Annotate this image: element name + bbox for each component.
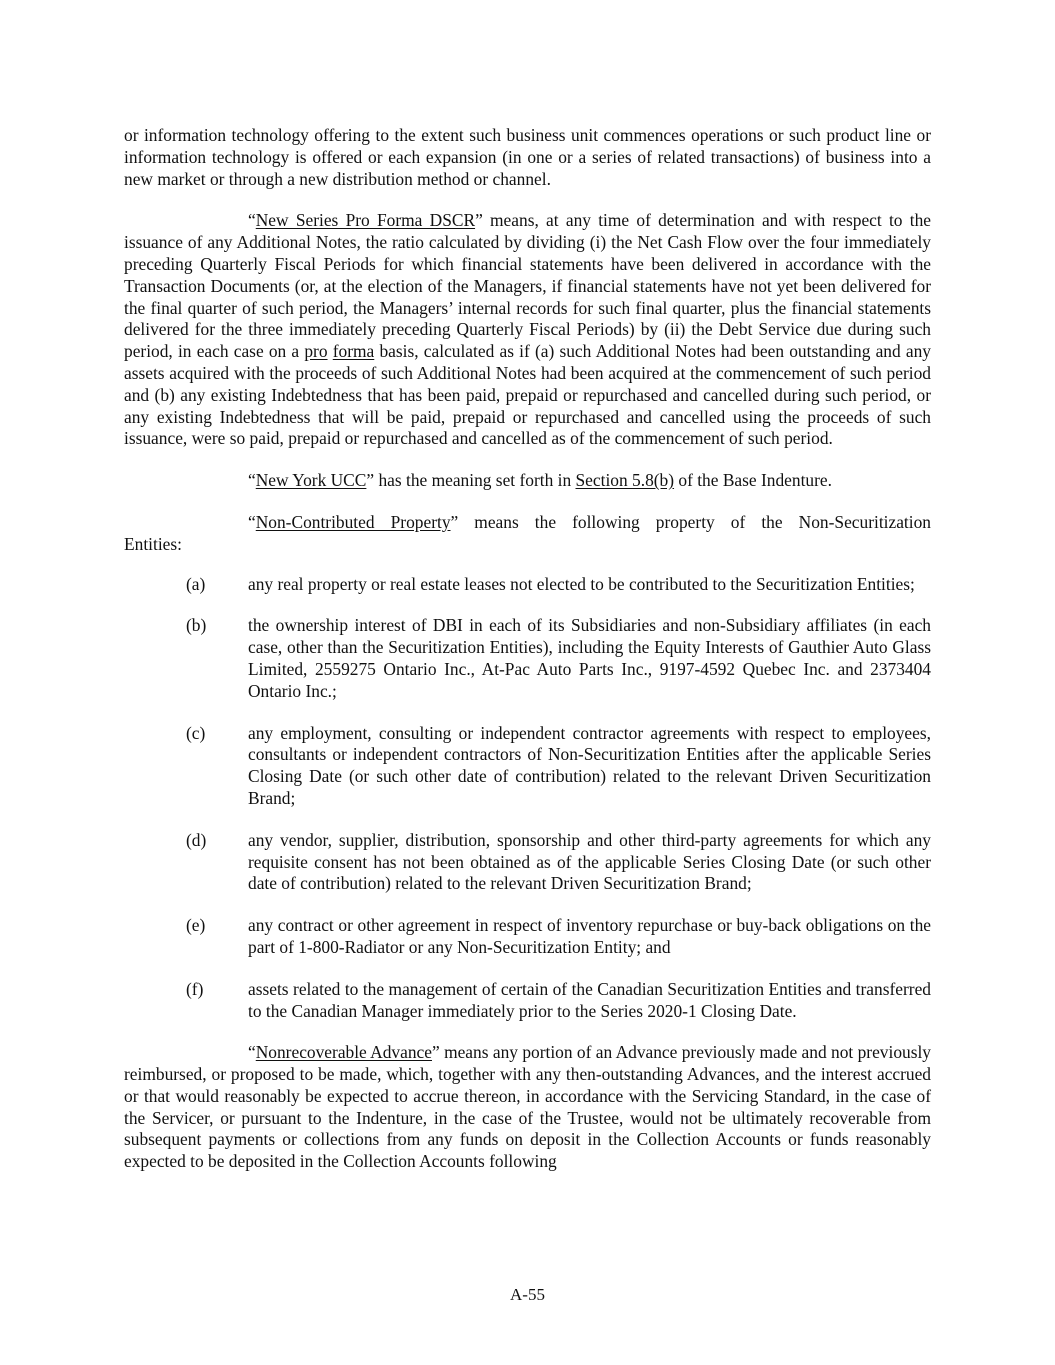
- definition-text: ” means, at any time of determination and with respect to the issuance of any Additional Notes, the ratio calculated by dividing (i) the Net Cash Flow over the four immediately preceding Quarterly Fiscal Periods for which financial statements have been delivered in accordance with the Transaction Documents (or, at the election of the Managers, if financial statements have not yet been delivered for the final quarter of such period, the Managers’ internal records for such final quarter, plus the financial statements delivered for the three immediately preceding Quarterly Fiscal Periods) by (ii) the Debt Service due during such period, in each case on a: [124, 210, 931, 362]
- definition-text: ” means the following property of the Non-Securitization: [450, 511, 931, 532]
- definition-text: ” has the meaning set forth in: [366, 470, 576, 491]
- list-item-text: assets related to the management of certain of the Canadian Securitization Entities and transferred to the Canadian Manager immediately prior to the Series 2020-1 Closing Date.: [248, 978, 931, 1021]
- list-item-text: any real property or real estate leases not elected to be contributed to the Securitization Entities;: [248, 573, 915, 594]
- defined-term: New Series Pro Forma DSCR: [255, 210, 476, 231]
- open-quote: “: [248, 210, 256, 231]
- list-marker: (c): [186, 722, 206, 743]
- list-marker: (f): [186, 978, 204, 999]
- pro-term: pro: [304, 341, 328, 362]
- list-item: [124, 574, 931, 596]
- list-marker: (d): [186, 829, 207, 850]
- definition-nonrecoverable-advance: [124, 1042, 931, 1173]
- list-item: [124, 979, 931, 1023]
- paragraph-continuation: or information technology offering to the extent such business unit commences operations or such product line or information technology is offered or each expansion (in one or a series of related transactions) of business into a new market or through a new distribution method or channel.: [124, 125, 931, 189]
- definition-first-line: [124, 512, 931, 534]
- list-item-text: any vendor, supplier, distribution, sponsorship and other third-party agreements for which any requisite consent has not been obtained as of the applicable Series Closing Date (or such other date of contribution) related to the relevant Driven Securitization Brand;: [248, 829, 931, 894]
- list-item: [124, 915, 931, 959]
- list-marker: (e): [186, 915, 206, 936]
- list-item-text: the ownership interest of DBI in each of its Subsidiaries and non-Subsidiary affiliates (in each case, other than the Securitization Entities), including the Equity Interests of Gauthier Auto Glass Limited, 2559275 Ontario Inc., At-Pac Auto Parts Inc., 9197-4592 Quebec Inc. and 2373404 Ontario Inc.;: [248, 615, 931, 701]
- open-quote: “: [248, 511, 256, 532]
- defined-term: Non-Contributed Property: [255, 511, 451, 532]
- definition-non-contributed-property: [124, 512, 931, 1022]
- document-page: [124, 125, 931, 1173]
- forma-term: forma: [332, 341, 375, 362]
- section-reference: Section 5.8(b): [575, 470, 675, 491]
- property-list: [124, 574, 931, 1023]
- list-marker: (b): [186, 615, 207, 636]
- definition-text: of the Base Indenture.: [674, 470, 832, 491]
- definition-second-line: Entities:: [124, 533, 182, 554]
- list-item: [124, 830, 931, 895]
- list-item: [124, 615, 931, 702]
- list-item-text: any employment, consulting or independent contractor agreements with respect to employees, consultants or independent contractors of Non-Securitization Entities after the applicable Series Closing Date (or such other date of contribution) related to the relevant Driven Securitization Brand;: [248, 722, 931, 808]
- open-quote: “: [248, 470, 256, 491]
- defined-term: New York UCC: [255, 470, 367, 491]
- list-item-text: any contract or other agreement in respect of inventory repurchase or buy-back obligations on the part of 1-800-Radiator or any Non-Securitization Entity; and: [248, 915, 931, 957]
- definition-text: basis, calculated as if (a) such Additional Notes had been outstanding and any assets acquired with the proceeds of such Additional Notes had been acquired at the commencement of such period and (b) any existing Indebtedness that has been paid, prepaid or repurchased and cancelled during such period, or any existing Indebtedness that will be paid, prepaid or repurchased and cancelled using the proceeds of such issuance, were so paid, prepaid or repurchased and cancelled as of the commencement of such period.: [124, 341, 931, 449]
- page-number: A-55: [510, 1285, 545, 1304]
- open-quote: “: [248, 1042, 256, 1063]
- list-item: [124, 723, 931, 810]
- definition-new-york-ucc: [124, 470, 931, 492]
- definition-new-series-pro-forma-dscr: [124, 210, 931, 450]
- definition-text: ” means any portion of an Advance previously made and not previously reimbursed, or proposed to be made, which, together with any then-outstanding Advances, and the interest accrued or that would reasonably be expected to accrue thereon, in accordance with the Servicing Standard, in the case of the Servicer, or pursuant to the Indenture, in the case of the Trustee, would not be ultimately recoverable from subsequent payments or collections from any funds on deposit in the Collection Accounts or funds reasonably expected to be deposited in the Collection Accounts following: [124, 1042, 931, 1172]
- list-marker: (a): [186, 573, 206, 594]
- defined-term: Nonrecoverable Advance: [255, 1042, 432, 1063]
